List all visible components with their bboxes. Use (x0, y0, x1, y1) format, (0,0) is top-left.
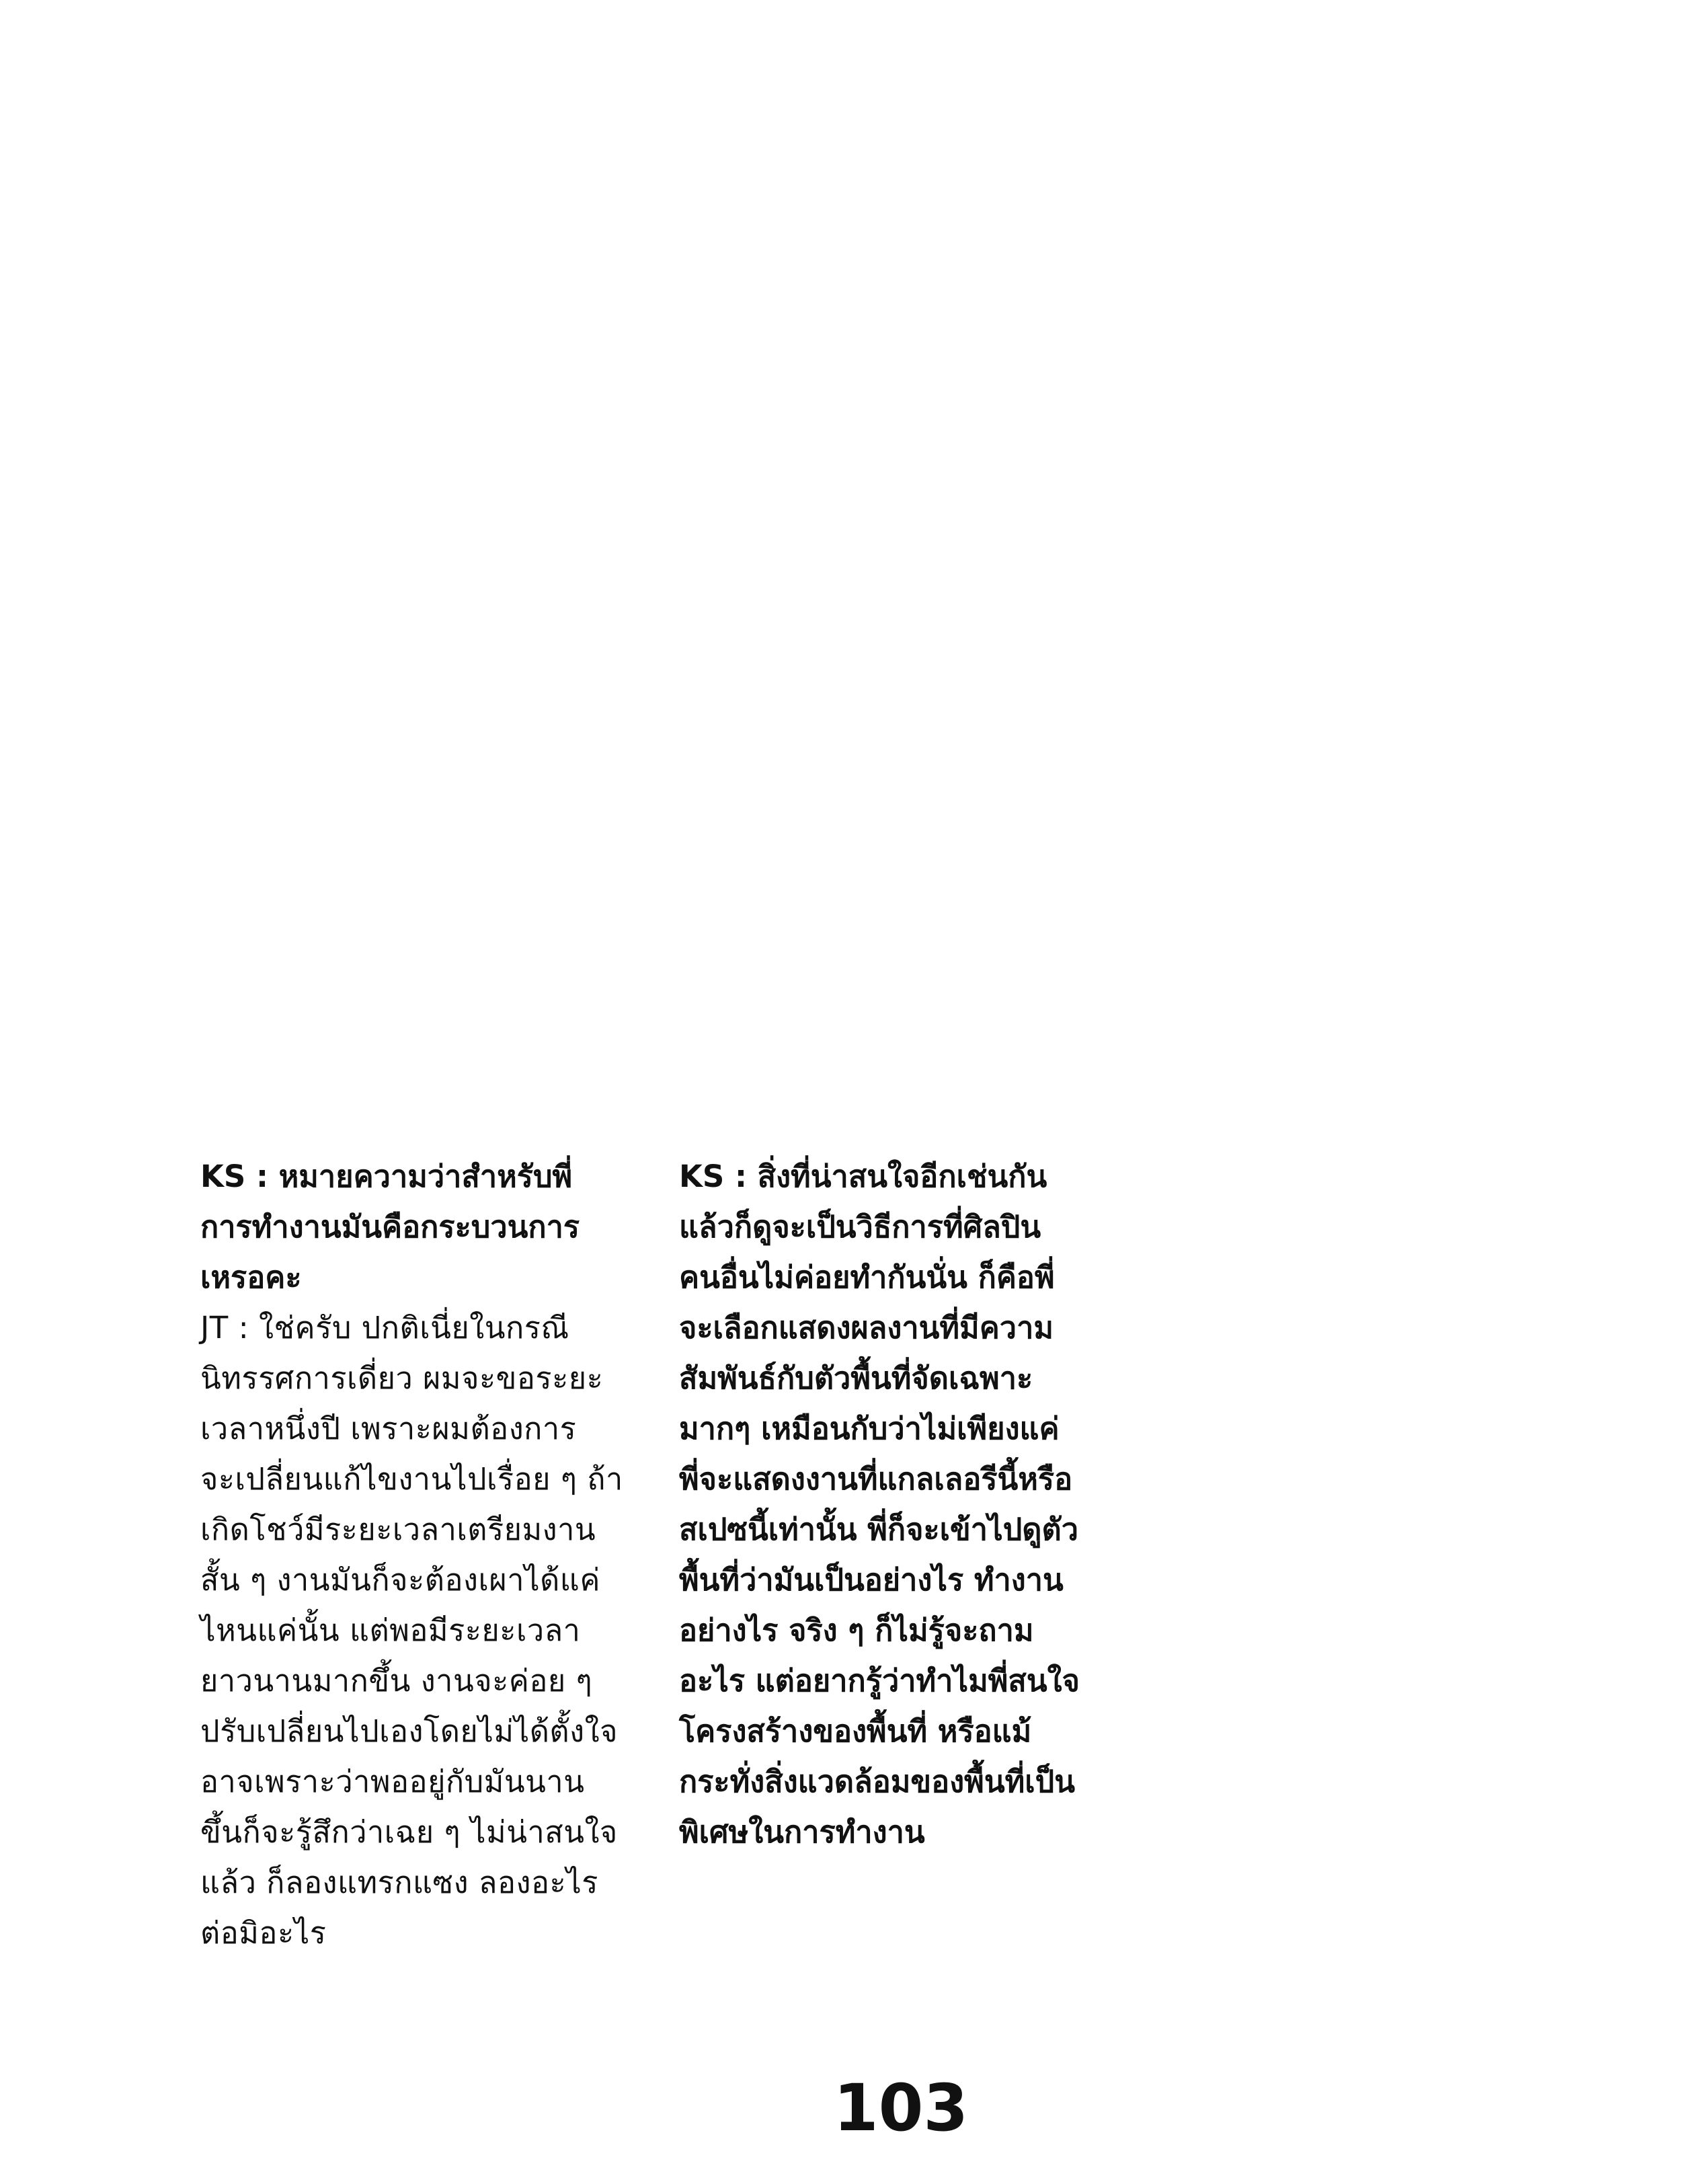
left-answer-line: JT : ใช่ครับ ปกติเนี่ยในกรณี (200, 1310, 569, 1346)
left-answer-line: ยาวนานมากขึ้น งานจะค่อย ๆ (200, 1663, 593, 1699)
right-question-line: มากๆ เหมือนกับว่าไม่เพียงแค่ (679, 1411, 1060, 1446)
left-answer-line: ขึ้นก็จะรู้สึกว่าเฉย ๆ ไม่น่าสนใจ (200, 1814, 618, 1850)
left-answer-line: ไหนแค่นั้น แต่พอมีระยะเวลา (200, 1612, 581, 1648)
right-question-line: พิเศษในการทำงาน (679, 1814, 925, 1850)
right-question-line: จะเลือกแสดงผลงานที่มีความ (679, 1310, 1054, 1346)
left-answer-line: ต่อมิอะไร (200, 1915, 327, 1951)
right-question-line: กระทั่งสิ่งแวดล้อมของพื้นที่เป็น (679, 1764, 1075, 1799)
left-answer-line: สั้น ๆ งานมันก็จะต้องเผาได้แค่ (200, 1562, 600, 1598)
right-question-line: แล้วก็ดูจะเป็นวิธีการที่ศิลปิน (679, 1209, 1041, 1245)
page-number: 103 (833, 2070, 969, 2146)
right-question-line: โครงสร้างของพื้นที่ หรือแม้ (679, 1713, 1032, 1749)
right-question-line: สเปซนี้เท่านั้น พี่ก็จะเข้าไปดูตัว (679, 1512, 1078, 1547)
left-answer-line: อาจเพราะว่าพออยู่กับมันนาน (200, 1764, 585, 1799)
left-answer-line: เกิดโชว์มีระยะเวลาเตรียมงาน (200, 1512, 596, 1547)
right-column (679, 1151, 1136, 1857)
right-question-line: พี่จะแสดงงานที่แกลเลอรีนี้หรือ (679, 1461, 1073, 1497)
left-answer-line: แล้ว ก็ลองแทรกแซง ลองอะไร (200, 1865, 598, 1900)
left-answer-line: เวลาหนึ่งปี เพราะผมต้องการ (200, 1411, 577, 1446)
right-question-line: อะไร แต่อยากรู้ว่าทำไมพี่สนใจ (679, 1663, 1080, 1699)
right-question-line: KS : สิ่งที่น่าสนใจอีกเช่นกัน (679, 1159, 1047, 1194)
right-question-line: คนอื่นไม่ค่อยทำกันนั่น ก็คือพี่ (679, 1259, 1055, 1295)
right-question-line: พื้นที่ว่ามันเป็นอย่างไร ทำงาน (679, 1562, 1064, 1598)
left-question-line: เหรอคะ (200, 1259, 302, 1295)
right-question-line: สัมพันธ์กับตัวพื้นที่จัดเฉพาะ (679, 1360, 1033, 1396)
left-question-line: KS : หมายความว่าสำหรับพี่ (200, 1159, 573, 1194)
left-column (200, 1151, 644, 1958)
right-question (679, 1151, 1136, 1857)
left-question-line: การทำงานมันคือกระบวนการ (200, 1209, 580, 1245)
left-question (200, 1151, 644, 1302)
left-answer-line: จะเปลี่ยนแก้ไขงานไปเรื่อย ๆ ถ้า (200, 1461, 623, 1497)
right-question-line: อย่างไร จริง ๆ ก็ไม่รู้จะถาม (679, 1612, 1034, 1648)
left-answer-line: ปรับเปลี่ยนไปเองโดยไม่ได้ตั้งใจ (200, 1713, 618, 1749)
left-answer (200, 1302, 644, 1958)
left-answer-line: นิทรรศการเดี่ยว ผมจะขอระยะ (200, 1360, 604, 1396)
